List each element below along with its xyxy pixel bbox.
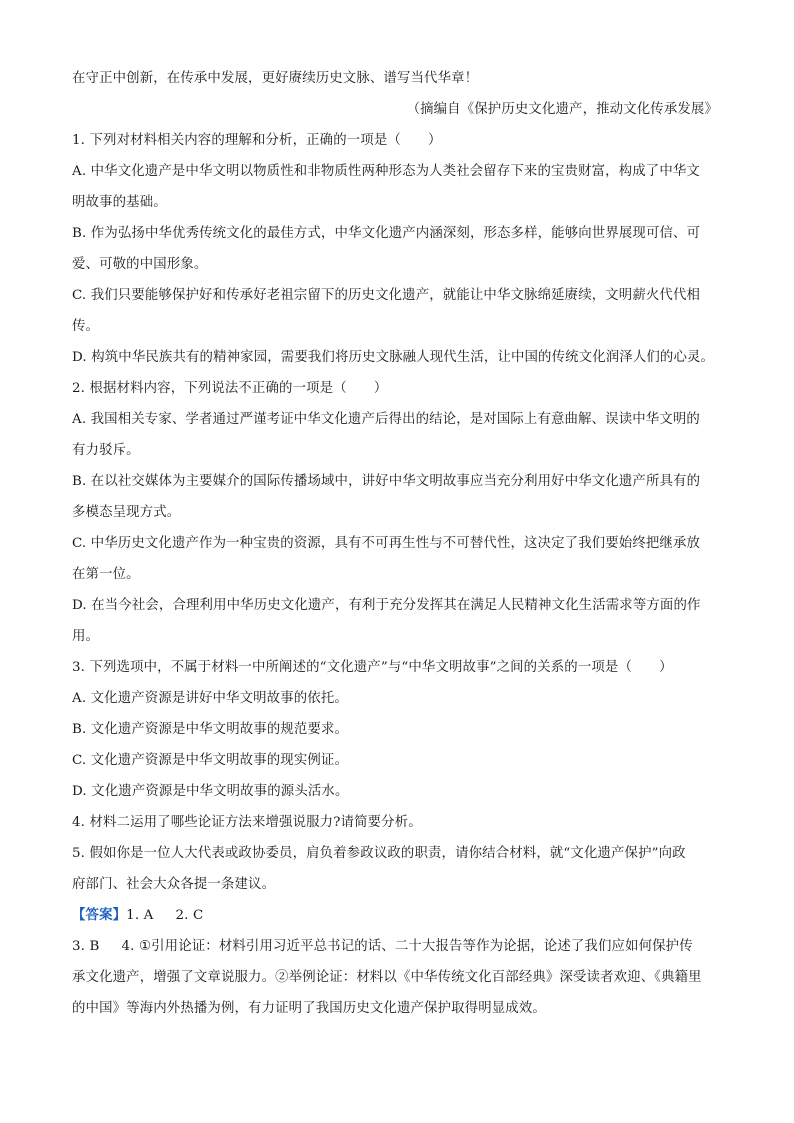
document-page bbox=[72, 63, 724, 1024]
question-2-option-b: B. 在以社交媒体为主要媒介的国际传播场域中，讲好中华文明故事应当充分利用好中华文化遗产所具有的 bbox=[72, 474, 701, 489]
answer-4-cont-2: 的中国》等海内外热播为例，有力证明了我国历史文化遗产保护取得明显成效。 bbox=[72, 1001, 546, 1016]
passage-source: （摘编自《保护历史文化遗产，推动文化传承发展》 bbox=[406, 102, 718, 117]
question-3-option-c: C. 文化遗产资源是中华文明故事的现实例证。 bbox=[72, 753, 349, 768]
question-3-option-a: A. 文化遗产资源是讲好中华文明故事的依托。 bbox=[72, 691, 348, 706]
question-3-stem: 3. 下列选项中，不属于材料一中所阐述的“文化遗产”与“中华文明故事”之间的关系的一项是（ ） bbox=[72, 660, 673, 675]
question-2-option-d-cont: 用。 bbox=[72, 629, 100, 644]
answer-line-1 bbox=[72, 900, 724, 931]
question-2-option-b-cont: 多模态呈现方式。 bbox=[72, 505, 181, 520]
question-1-stem: 1. 下列对材料相关内容的理解和分析，正确的一项是（ ） bbox=[72, 133, 442, 148]
passage-closing: 在守正中创新，在传承中发展，更好赓续历史文脉、谱写当代华章！ bbox=[72, 71, 479, 86]
answer-4-cont-1: 承文化遗产，增强了文章说服力。②举例论证：材料以《中华传统文化百部经典》深受读者欢迎、《典籍里 bbox=[72, 970, 702, 985]
question-1-option-c: C. 我们只要能够保护好和传承好老祖宗留下的历史文化遗产，就能让中华文脉绵延赓续，文明薪火代代相 bbox=[72, 288, 701, 303]
question-3-option-d: D. 文化遗产资源是中华文明故事的源头活水。 bbox=[72, 784, 349, 799]
question-4-stem: 4. 材料二运用了哪些论证方法来增强说服力?请简要分析。 bbox=[72, 815, 422, 830]
answer-line-2 bbox=[72, 931, 724, 962]
question-2-stem: 2. 根据材料内容，下列说法不正确的一项是（ ） bbox=[72, 381, 388, 396]
question-5-stem: 5. 假如你是一位人大代表或政协委员，肩负着参政议政的职责，请你结合材料，就“文化遗产保护”向政 bbox=[72, 846, 686, 861]
answer-2: 2. C bbox=[175, 908, 204, 923]
question-2-option-a: A. 我国相关专家、学者通过严谨考证中华文化遗产后得出的结论，是对国际上有意曲解、误读中华文明的 bbox=[72, 412, 700, 427]
question-2-option-d: D. 在当今社会，合理利用中华历史文化遗产，有利于充分发挥其在满足人民精神文化生活需求等方面的作 bbox=[72, 598, 701, 613]
question-1-option-a-cont: 明故事的基础。 bbox=[72, 195, 167, 210]
answer-1: 1. A bbox=[126, 908, 154, 923]
question-1-option-c-cont: 传。 bbox=[72, 319, 100, 334]
answer-3: 3. B bbox=[72, 939, 100, 954]
question-2-option-c: C. 中华历史文化遗产作为一种宝贵的资源，具有不可再生性与不可替代性，这决定了我们要始终把继承放 bbox=[72, 536, 701, 551]
answer-4: 4. ①引用论证：材料引用习近平总书记的话、二十大报告等作为论据，论述了我们应如何保护传 bbox=[121, 939, 693, 954]
question-1-option-a: A. 中华文化遗产是中华文明以物质性和非物质性两种形态为人类社会留存下来的宝贵财富，构成了中华文 bbox=[72, 164, 700, 179]
question-2-option-a-cont: 有力驳斥。 bbox=[72, 443, 140, 458]
answer-tag: 【答案】 bbox=[72, 907, 127, 923]
question-2-option-c-cont: 在第一位。 bbox=[72, 567, 140, 582]
question-1-option-b: B. 作为弘扬中华优秀传统文化的最佳方式，中华文化遗产内涵深刻，形态多样，能够向世界展现可信、可 bbox=[72, 226, 701, 241]
question-3-option-b: B. 文化遗产资源是中华文明故事的规范要求。 bbox=[72, 722, 349, 737]
question-1-option-b-cont: 爱、可敬的中国形象。 bbox=[72, 257, 208, 272]
question-5-stem-cont: 府部门、社会大众各提一条建议。 bbox=[72, 877, 276, 892]
question-1-option-d: D. 构筑中华民族共有的精神家园，需要我们将历史文脉融人现代生活，让中国的传统文化润泽人们的心灵。 bbox=[72, 350, 715, 365]
